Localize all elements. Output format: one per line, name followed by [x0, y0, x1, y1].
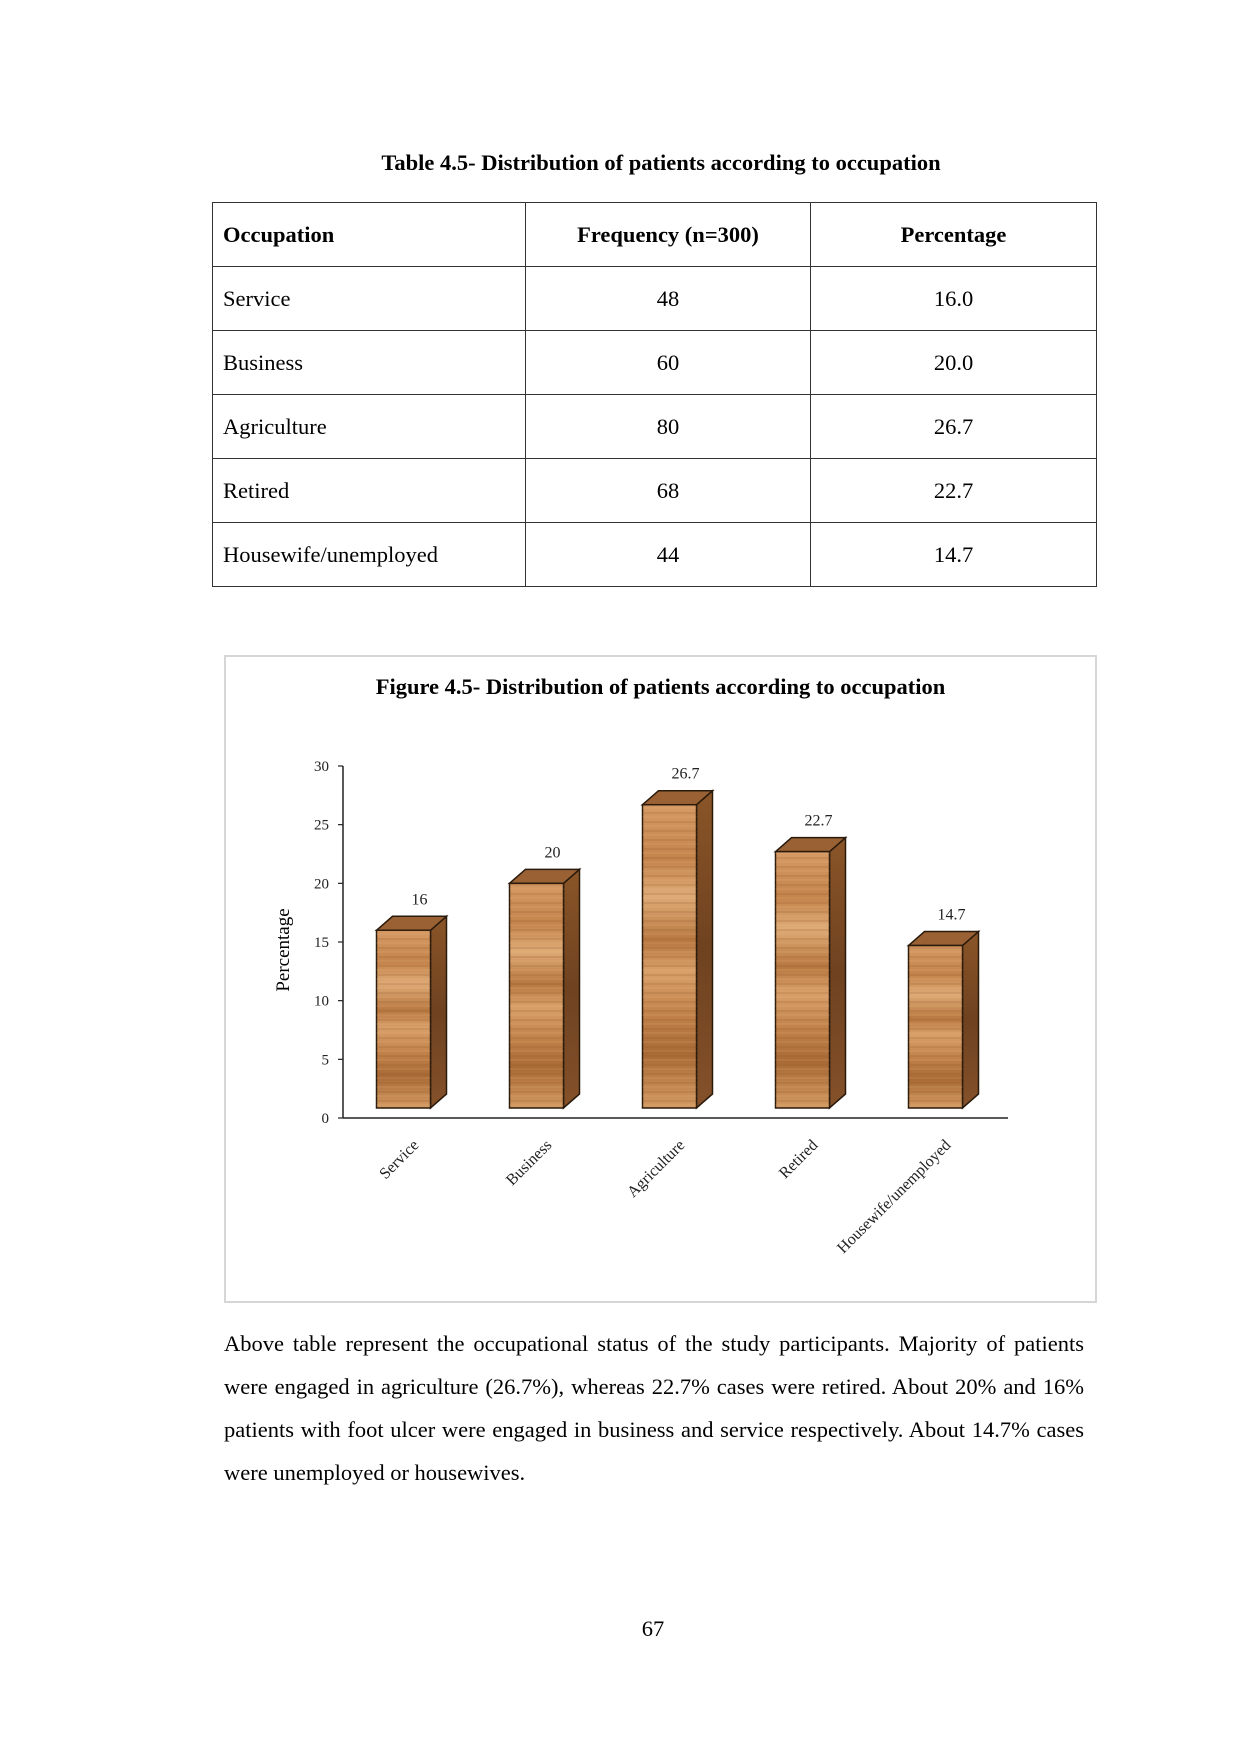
- table-row: [213, 395, 1097, 459]
- bar-grain: [776, 852, 830, 1108]
- bar-side: [564, 869, 580, 1108]
- bar-chart: [226, 657, 1099, 1305]
- table-title: Table 4.5- Distribution of patients according to occupation: [381, 150, 941, 175]
- data-label: 20: [544, 844, 561, 862]
- y-tick-label: 30: [314, 759, 329, 775]
- bar-side: [697, 791, 713, 1108]
- data-label: 26.7: [671, 765, 700, 783]
- bar-grain: [377, 930, 431, 1108]
- x-tick-label: Agriculture: [624, 1136, 689, 1201]
- bar-side: [431, 916, 447, 1108]
- table-cell-frequency: 60: [526, 331, 811, 395]
- table-cell-frequency: 80: [526, 395, 811, 459]
- table-cell-percentage: 22.7: [811, 459, 1097, 523]
- page-number: 67: [641, 1616, 665, 1641]
- table-cell-percentage: 16.0: [811, 267, 1097, 331]
- y-tick-label: 5: [321, 1052, 329, 1069]
- table-cell-occupation: Housewife/unemployed: [213, 523, 526, 587]
- bar-grain: [510, 883, 564, 1108]
- bar-side: [963, 932, 979, 1108]
- x-tick-label: Retired: [776, 1136, 822, 1183]
- table-cell-occupation: Service: [213, 267, 526, 331]
- y-axis-label: Percentage: [273, 908, 294, 992]
- bar-grain: [909, 946, 963, 1108]
- bar-side: [830, 838, 846, 1108]
- table-cell-occupation: Agriculture: [213, 395, 526, 459]
- bar: [909, 932, 979, 1108]
- y-tick-label: 10: [314, 993, 329, 1010]
- x-tick-label: Business: [503, 1136, 556, 1190]
- table-header-row: [213, 203, 1097, 267]
- table-cell-frequency: 44: [526, 523, 811, 587]
- table-row: [213, 267, 1097, 331]
- table-row: [213, 523, 1097, 587]
- table-cell-frequency: 68: [526, 459, 811, 523]
- table-cell-percentage: 14.7: [811, 523, 1097, 587]
- bar: [510, 869, 580, 1108]
- table-cell-percentage: 26.7: [811, 395, 1097, 459]
- figure-title: Figure 4.5- Distribution of patients according to occupation: [375, 674, 946, 699]
- bar: [776, 838, 846, 1108]
- column-header-percentage: Percentage: [811, 203, 1097, 267]
- y-tick-label: 20: [314, 876, 329, 893]
- body-paragraph: Above table represent the occupational status of the study participants. Majority of patients were engaged in agriculture (26.7%), whereas 22.7% cases were retired. About 20% and 16% patients with foot ulcer were engaged in business and service respectively. About 14.7% cases were unemployed or housewives.: [224, 1331, 1084, 1485]
- column-header-frequency: Frequency (n=300): [526, 203, 811, 267]
- bar: [643, 791, 713, 1108]
- table-cell-frequency: 48: [526, 267, 811, 331]
- figure-box: [224, 655, 1097, 1303]
- table-row: [213, 331, 1097, 395]
- table-cell-occupation: Business: [213, 331, 526, 395]
- bar-grain: [643, 805, 697, 1108]
- x-tick-label: Housewife/unemployed: [834, 1136, 955, 1257]
- x-tick-label: Service: [376, 1136, 423, 1183]
- occupation-table: [212, 202, 1097, 587]
- y-tick-label: 0: [321, 1111, 329, 1127]
- column-header-occupation: Occupation: [213, 203, 526, 267]
- y-tick-label: 15: [314, 935, 329, 951]
- y-tick-label: 25: [314, 817, 329, 834]
- table-cell-percentage: 20.0: [811, 331, 1097, 395]
- data-label: 14.7: [937, 906, 966, 924]
- bar: [377, 916, 447, 1108]
- data-label: 22.7: [804, 812, 833, 830]
- data-label: 16: [411, 891, 428, 909]
- table-cell-occupation: Retired: [213, 459, 526, 523]
- table-row: [213, 459, 1097, 523]
